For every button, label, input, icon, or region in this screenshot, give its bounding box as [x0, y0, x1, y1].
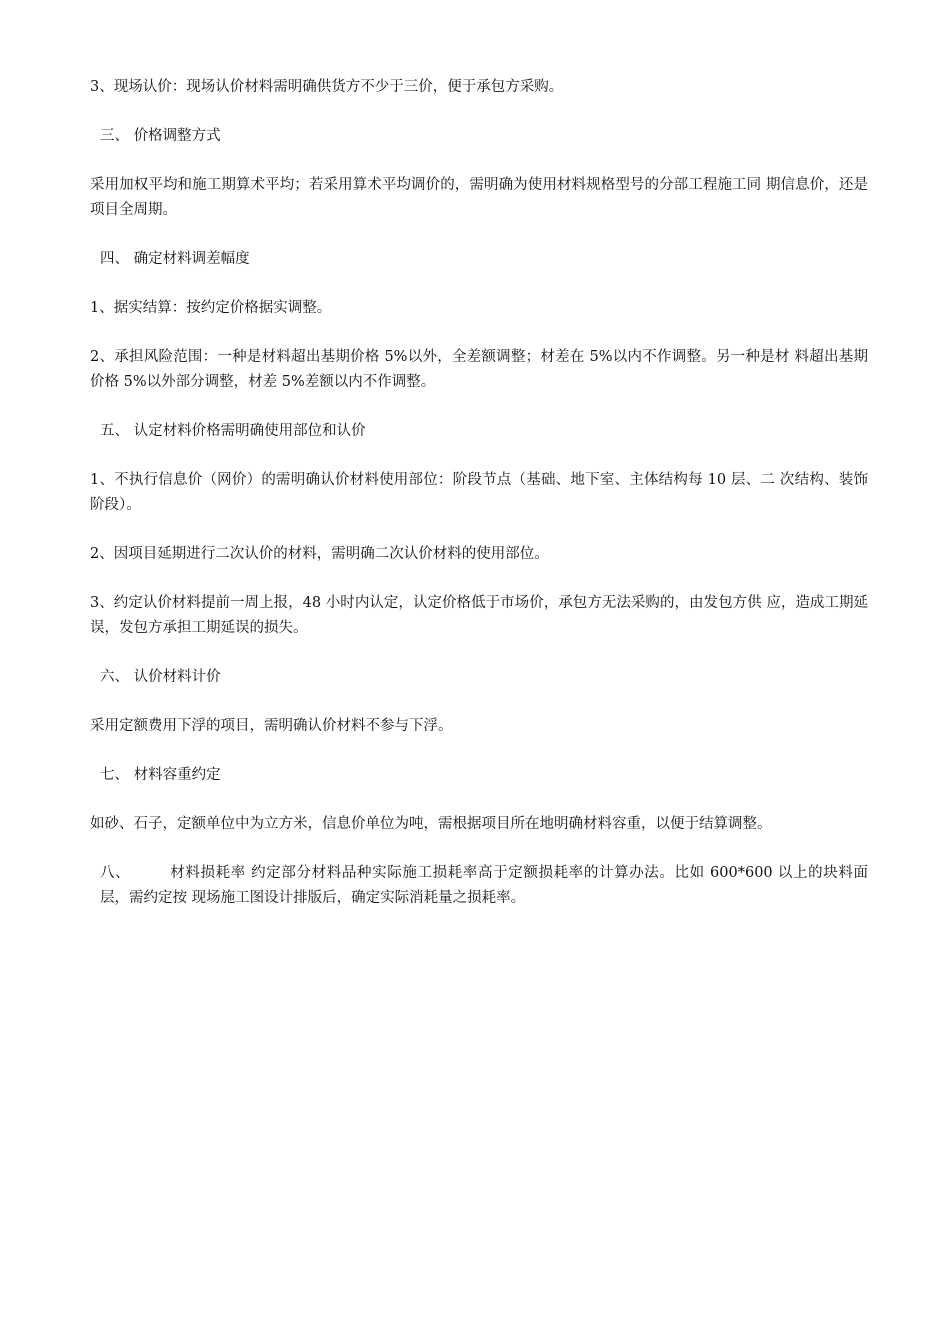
- section-heading: 四、 确定材料调差幅度: [100, 251, 250, 267]
- paragraph: 如砂、石子，定额单位中为立方米，信息价单位为吨，需根据项目所在地明确材料容重，以便于结算调整。: [90, 816, 772, 832]
- section-body: 材料损耗率 约定部分材料品种实际施工损耗率高于定额损耗率的计算办法。比如 600*600 以上的块料面层，需约定按 现场施工图设计排版后，确定实际消耗量之损耗率。: [100, 865, 868, 906]
- paragraph: 1、不执行信息价（网价）的需明确认价材料使用部位：阶段节点（基础、地下室、主体结构每 10 层、二 次结构、装饰阶段）。: [90, 472, 868, 513]
- section-heading: 六、 认价材料计价: [100, 669, 221, 685]
- paragraph: 2、承担风险范围：一种是材料超出基期价格 5%以外，全差额调整；材差在 5%以内不作调整。另一种是材 料超出基期价格 5%以外部分调整，材差 5%差额以内不作调整。: [90, 349, 868, 390]
- section-heading: 七、 材料容重约定: [100, 767, 221, 783]
- paragraph: 3、现场认价：现场认价材料需明确供货方不少于三价，便于承包方采购。: [90, 79, 564, 95]
- paragraph: 1、据实结算：按约定价格据实调整。: [90, 300, 332, 316]
- section-heading: 五、 认定材料价格需明确使用部位和认价: [100, 423, 366, 439]
- paragraph: 采用定额费用下浮的项目，需明确认价材料不参与下浮。: [90, 718, 453, 734]
- document-page: [90, 75, 868, 911]
- paragraph: 3、约定认价材料提前一周上报，48 小时内认定，认定价格低于市场价，承包方无法采购的，由发包方供 应，造成工期延误，发包方承担工期延误的损失。: [90, 595, 868, 636]
- paragraph: 2、因项目延期进行二次认价的材料，需明确二次认价材料的使用部位。: [90, 546, 549, 562]
- section-number: 八、: [100, 865, 131, 881]
- paragraph: 采用加权平均和施工期算术平均；若采用算术平均调价的，需明确为使用材料规格型号的分部工程施工同 期信息价，还是项目全周期。: [90, 177, 868, 218]
- section-heading-8: [90, 861, 868, 911]
- section-heading: 三、 价格调整方式: [100, 128, 221, 144]
